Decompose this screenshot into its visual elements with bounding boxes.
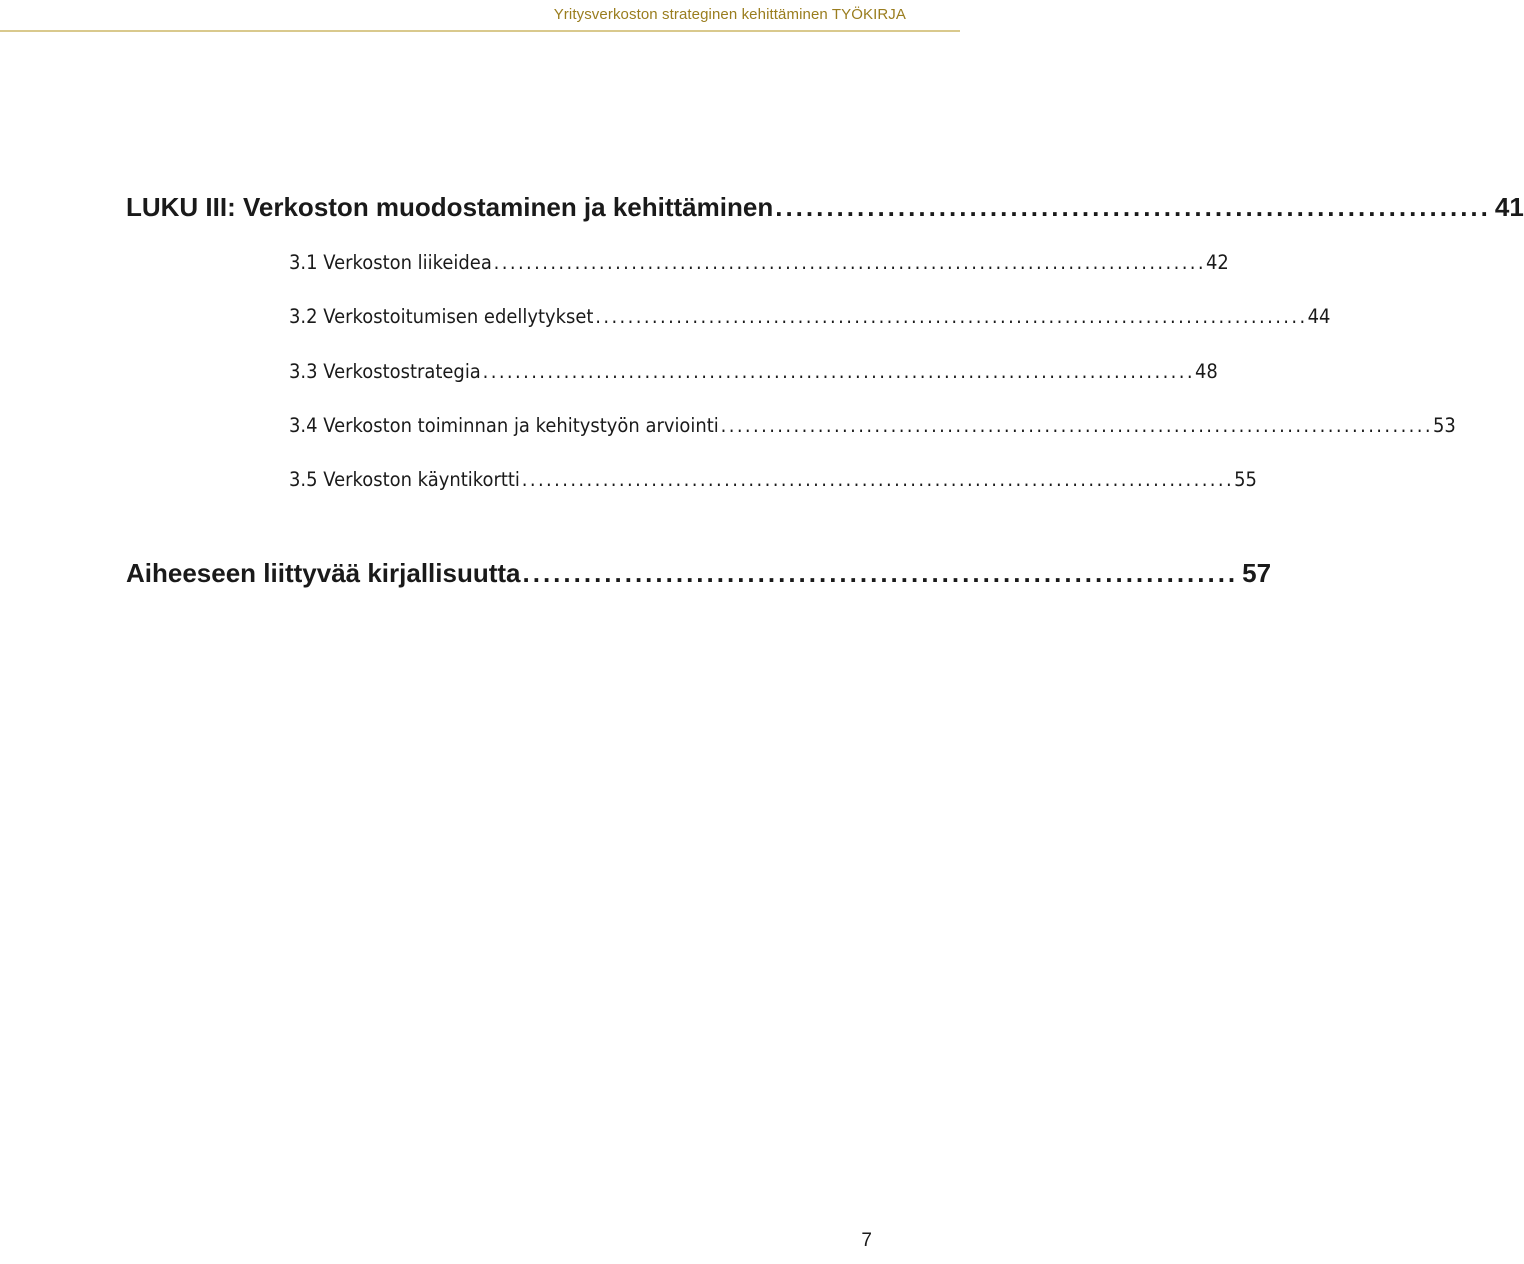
toc-section-page: 55 <box>1234 468 1257 491</box>
toc-section-page: 48 <box>1194 360 1218 383</box>
toc-bibliography-label: Aiheeseen liittyvää kirjallisuutta <box>126 558 521 588</box>
dot-leader: ........................................................................................ <box>482 360 1195 383</box>
dot-leader: ...................................................................... <box>775 192 1491 222</box>
toc-chapter-page: 41 <box>1494 192 1524 222</box>
dot-leader: ........................................................................................ <box>720 414 1433 437</box>
toc-bibliography-entry <box>126 558 1272 589</box>
toc-section-entry <box>289 414 1456 437</box>
header-divider <box>0 30 960 32</box>
dot-leader: ...................................................................... <box>522 558 1239 588</box>
toc-section-page: 53 <box>1432 414 1456 437</box>
running-header-title: Yritysverkoston strateginen kehittäminen <box>553 6 828 23</box>
toc-section-page: 44 <box>1307 305 1331 328</box>
toc-section-label: 3.2 Verkostoitumisen edellytykset <box>289 305 594 328</box>
dot-leader: ........................................................................................ <box>521 468 1235 491</box>
toc-section-entry <box>289 251 1229 274</box>
toc-chapter-entry <box>126 192 1524 223</box>
toc-section-label: 3.1 Verkoston liikeidea <box>289 251 492 274</box>
dot-leader: ........................................................................................ <box>595 305 1308 328</box>
running-header <box>554 6 906 23</box>
toc-section-label: 3.3 Verkostostrategia <box>289 360 481 383</box>
toc-bibliography-page: 57 <box>1242 558 1272 588</box>
dot-leader: ........................................................................................ <box>493 251 1207 274</box>
toc-section-page: 42 <box>1206 251 1229 274</box>
toc-section-label: 3.5 Verkoston käyntikortti <box>289 468 520 491</box>
toc-section-entry <box>289 305 1331 328</box>
toc-chapter-label: LUKU III: Verkoston muodostaminen ja kehittäminen <box>126 192 774 222</box>
running-header-subtitle: TYÖKIRJA <box>831 6 906 23</box>
page-number: 7 <box>861 1230 872 1251</box>
toc-section-entry <box>289 360 1218 383</box>
toc-section-label: 3.4 Verkoston toiminnan ja kehitystyön arviointi <box>289 414 719 437</box>
toc-section-entry <box>289 468 1257 491</box>
